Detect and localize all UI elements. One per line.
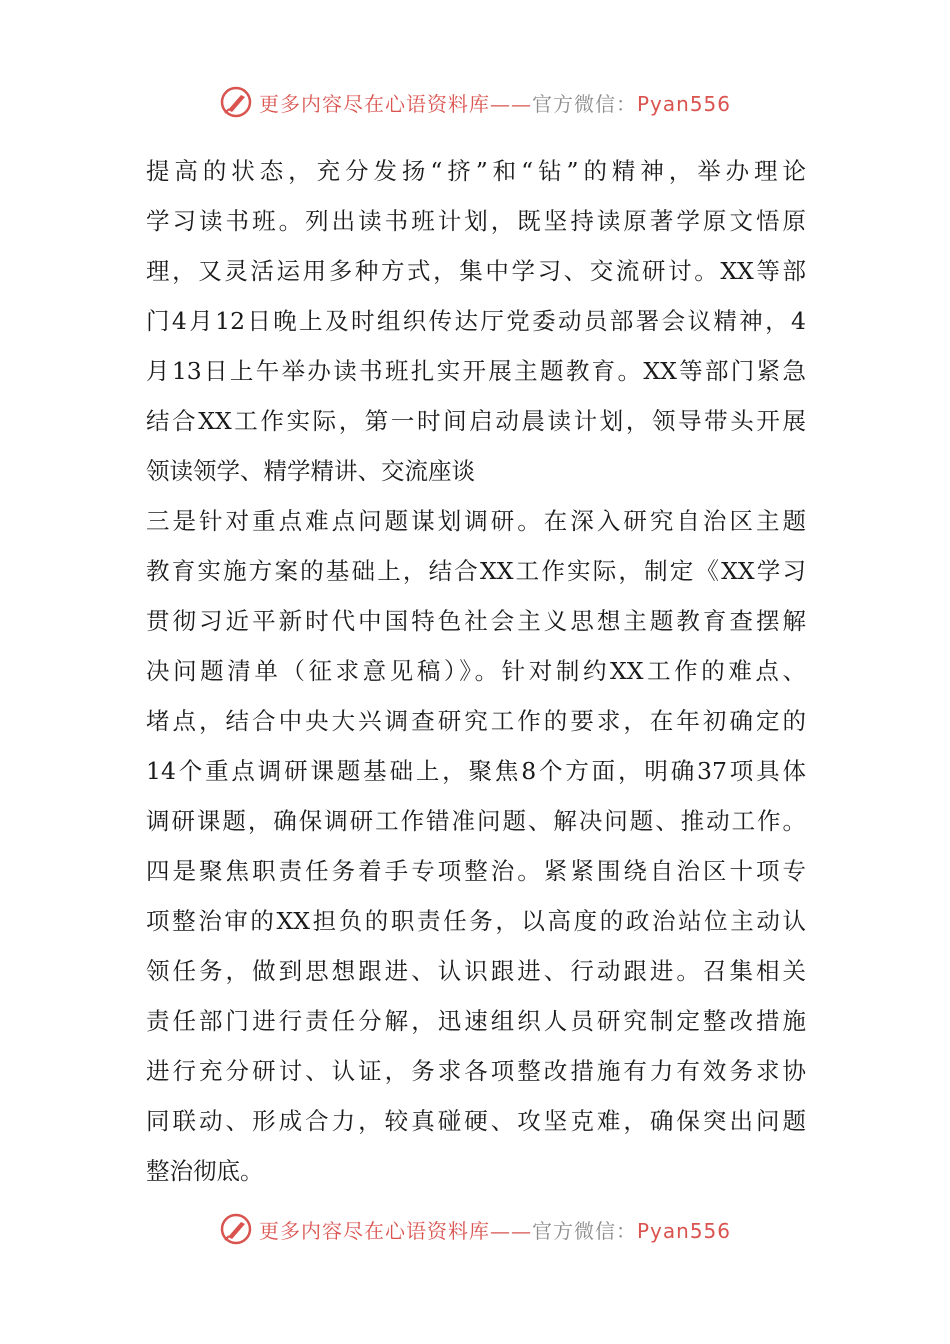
body-line: 门4月12日晚上及时组织传达厅党委动员部署会议精神，4 [146, 307, 806, 335]
body-line: 理，又灵活运用多种方式，集中学习、交流研讨。XX等部 [146, 257, 806, 285]
watermark-wechat-label: 官方微信： [531, 1218, 637, 1243]
quill-logo-icon [219, 85, 253, 119]
body-line: 四是聚焦职责任务着手专项整治。紧紧围绕自治区十项专 [146, 857, 806, 885]
body-line: 同联动、形成合力，较真碰硬、攻坚克难，确保突出问题 [146, 1107, 806, 1135]
body-line: 堵点，结合中央大兴调查研究工作的要求，在年初确定的 [146, 707, 806, 735]
body-line: 学习读书班。列出读书班计划，既坚持读原著学原文悟原 [146, 207, 806, 235]
watermark-footer [0, 1209, 950, 1249]
watermark-wechat-label: 官方微信： [531, 91, 637, 116]
watermark-site: 更多内容尽在心语资料库 [258, 91, 490, 116]
watermark-dash: —— [489, 91, 532, 116]
watermark-dash: —— [489, 1218, 532, 1243]
body-line: 整治彻底。 [146, 1157, 264, 1185]
body-line: 进行充分研讨、认证，务求各项整改措施有力有效务求协 [146, 1057, 806, 1085]
body-line: 贯彻习近平新时代中国特色社会主义思想主题教育查摆解 [146, 607, 806, 635]
quill-logo-icon [219, 1212, 253, 1246]
watermark-wechat-id: Pyan556 [636, 1218, 731, 1243]
body-line: 14个重点调研课题基础上，聚焦8个方面，明确37项具体 [146, 757, 806, 785]
body-line: 项整治审的XX担负的职责任务，以高度的政治站位主动认 [146, 907, 806, 935]
body-line: 决问题清单（征求意见稿）》。针对制约XX工作的难点、 [146, 657, 806, 685]
body-line: 三是针对重点难点问题谋划调研。在深入研究自治区主题 [146, 507, 806, 535]
body-line: 结合XX工作实际，第一时间启动晨读计划，领导带头开展 [146, 407, 806, 435]
watermark-wechat-id: Pyan556 [636, 91, 731, 116]
body-line: 月13日上午举办读书班扎实开展主题教育。XX等部门紧急 [146, 357, 806, 385]
body-line: 责任部门进行责任分解，迅速组织人员研究制定整改措施 [146, 1007, 806, 1035]
body-line: 提高的状态，充分发扬“挤”和“钻”的精神，举办理论 [146, 157, 806, 185]
watermark-text [259, 1215, 731, 1244]
watermark-site: 更多内容尽在心语资料库 [258, 1218, 490, 1243]
watermark-text [259, 88, 731, 117]
document-body [146, 146, 806, 1196]
body-line: 领任务，做到思想跟进、认识跟进、行动跟进。召集相关 [146, 957, 806, 985]
watermark-header [0, 82, 950, 122]
body-line: 领读领学、精学精讲、交流座谈 [146, 457, 475, 485]
body-line: 调研课题，确保调研工作错准问题、解决问题、推动工作。 [146, 807, 806, 835]
body-line: 教育实施方案的基础上，结合XX工作实际，制定《XX学习 [146, 557, 806, 585]
